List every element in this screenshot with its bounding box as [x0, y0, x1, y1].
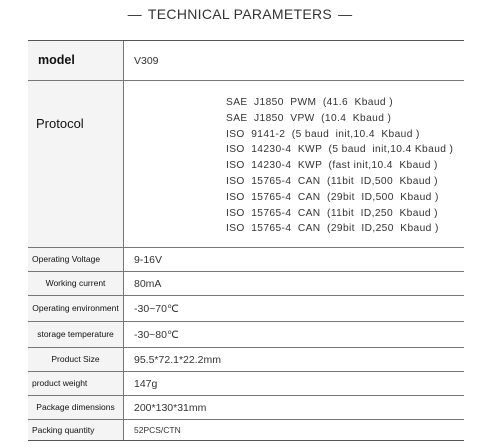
label-environment: Operating environment [28, 296, 124, 321]
row-size [28, 348, 464, 372]
row-environment [28, 296, 464, 322]
protocol-item: ISO 15765-4 CAN (11bit ID,500 Kbaud ) [226, 175, 438, 187]
label-current: Working current [28, 272, 124, 295]
row-package [28, 396, 464, 420]
header-dash-right: — [338, 6, 353, 22]
row-packing [28, 420, 464, 440]
row-protocol [28, 81, 464, 248]
section-header [0, 4, 480, 24]
value-packing: 52PCS/CTN [134, 425, 181, 435]
label-voltage: Operating Voltage [28, 248, 124, 271]
protocol-item: ISO 14230-4 KWP (fast init,10.4 Kbaud ) [226, 160, 438, 172]
label-size: Product Size [28, 348, 124, 371]
value-protocol [124, 81, 464, 247]
protocol-list [226, 93, 453, 237]
label-weight: product weight [28, 372, 124, 395]
label-protocol: Protocol [28, 81, 124, 247]
label-packing: Packing quantity [28, 420, 124, 440]
value-storage: -30~80℃ [134, 328, 179, 341]
protocol-item: ISO 15765-4 CAN (29bit ID,500 Kbaud ) [226, 191, 439, 203]
header-title: TECHNICAL PARAMETERS [147, 6, 333, 22]
label-storage: storage temperature [28, 322, 124, 347]
protocol-item: SAE J1850 VPW (10.4 Kbaud ) [226, 112, 392, 124]
parameters-table [28, 40, 464, 441]
row-model [28, 41, 464, 81]
label-model: model [28, 41, 124, 80]
value-package: 200*130*31mm [134, 401, 207, 414]
protocol-item: ISO 9141-2 (5 baud init,10.4 Kbaud ) [226, 128, 420, 140]
value-size: 95.5*72.1*22.2mm [134, 353, 221, 366]
protocol-item: ISO 15765-4 CAN (29bit ID,250 Kbaud ) [226, 223, 439, 235]
value-voltage: 9-16V [134, 253, 163, 266]
protocol-item: ISO 15765-4 CAN (11bit ID,250 Kbaud ) [226, 207, 438, 219]
header-dash-left: — [127, 6, 142, 22]
value-environment: -30~70℃ [134, 302, 179, 315]
protocol-item: SAE J1850 PWM (41.6 Kbaud ) [226, 97, 393, 108]
row-storage [28, 322, 464, 348]
row-current [28, 272, 464, 296]
row-weight [28, 372, 464, 396]
label-package: Package dimensions [28, 396, 124, 419]
value-weight: 147g [134, 377, 158, 390]
protocol-item: ISO 14230-4 KWP (5 baud init,10.4 Kbaud ) [226, 144, 454, 156]
row-voltage [28, 248, 464, 272]
value-current: 80mA [134, 277, 162, 290]
value-model: V309 [134, 54, 159, 67]
